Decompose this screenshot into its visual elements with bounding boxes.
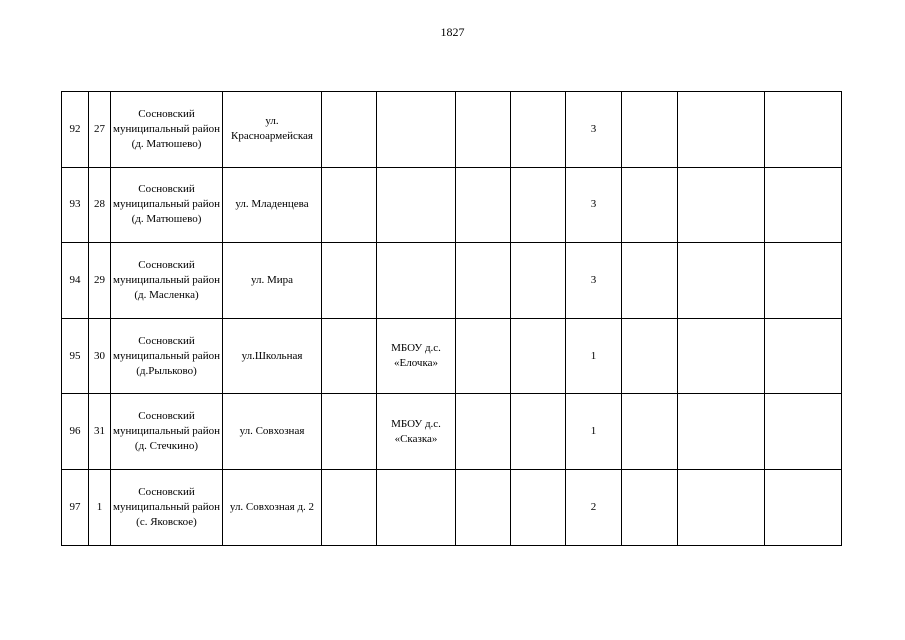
count-cell: 3 [566,167,622,243]
facility-cell [377,167,456,243]
district-cell: Сосновский муниципальный район (д. Матюшево) [111,167,223,243]
sub-number-cell: 30 [89,318,111,394]
empty-cell [678,243,765,319]
table-row [62,243,842,319]
district-cell: Сосновский муниципальный район (д. Матюшево) [111,92,223,168]
count-cell: 3 [566,92,622,168]
street-cell: ул. Совхозная [223,394,322,470]
facility-cell: МБОУ д.с. «Сказка» [377,394,456,470]
empty-cell [511,92,566,168]
table-row [62,318,842,394]
street-cell: ул. Красноармейская [223,92,322,168]
count-cell: 2 [566,469,622,545]
empty-cell [622,394,678,470]
row-number-cell: 97 [62,469,89,545]
count-cell: 3 [566,243,622,319]
empty-cell [622,318,678,394]
empty-cell [322,394,377,470]
empty-cell [678,167,765,243]
facility-cell: МБОУ д.с. «Елочка» [377,318,456,394]
empty-cell [456,469,511,545]
row-number-cell: 96 [62,394,89,470]
sub-number-cell: 1 [89,469,111,545]
sub-number-cell: 28 [89,167,111,243]
empty-cell [622,243,678,319]
empty-cell [322,318,377,394]
empty-cell [622,167,678,243]
register-table [61,91,842,546]
empty-cell [678,92,765,168]
table-row [62,394,842,470]
facility-cell [377,243,456,319]
empty-cell [511,318,566,394]
empty-cell [678,318,765,394]
empty-cell [322,469,377,545]
empty-cell [322,167,377,243]
empty-cell [511,469,566,545]
empty-cell [511,243,566,319]
empty-cell [511,167,566,243]
row-number-cell: 94 [62,243,89,319]
empty-cell [765,318,842,394]
empty-cell [622,92,678,168]
empty-cell [678,394,765,470]
row-number-cell: 93 [62,167,89,243]
empty-cell [456,318,511,394]
table-row [62,167,842,243]
facility-cell [377,92,456,168]
street-cell: ул.Школьная [223,318,322,394]
empty-cell [765,92,842,168]
district-cell: Сосновский муниципальный район (д. Масленка) [111,243,223,319]
sub-number-cell: 31 [89,394,111,470]
empty-cell [456,167,511,243]
empty-cell [456,92,511,168]
sub-number-cell: 29 [89,243,111,319]
count-cell: 1 [566,318,622,394]
empty-cell [678,469,765,545]
page-number: 1827 [440,25,465,39]
street-cell: ул. Мира [223,243,322,319]
district-cell: Сосновский муниципальный район (с. Яковское) [111,469,223,545]
street-cell: ул. Младенцева [223,167,322,243]
table-row [62,92,842,168]
empty-cell [765,167,842,243]
register-table-body [62,92,842,546]
row-number-cell: 95 [62,318,89,394]
empty-cell [765,394,842,470]
facility-cell [377,469,456,545]
empty-cell [622,469,678,545]
empty-cell [322,243,377,319]
count-cell: 1 [566,394,622,470]
empty-cell [765,243,842,319]
empty-cell [511,394,566,470]
street-cell: ул. Совхозная д. 2 [223,469,322,545]
empty-cell [765,469,842,545]
table-row [62,469,842,545]
sub-number-cell: 27 [89,92,111,168]
empty-cell [322,92,377,168]
empty-cell [456,243,511,319]
empty-cell [456,394,511,470]
row-number-cell: 92 [62,92,89,168]
district-cell: Сосновский муниципальный район (д. Стечкино) [111,394,223,470]
district-cell: Сосновский муниципальный район (д.Рыльково) [111,318,223,394]
